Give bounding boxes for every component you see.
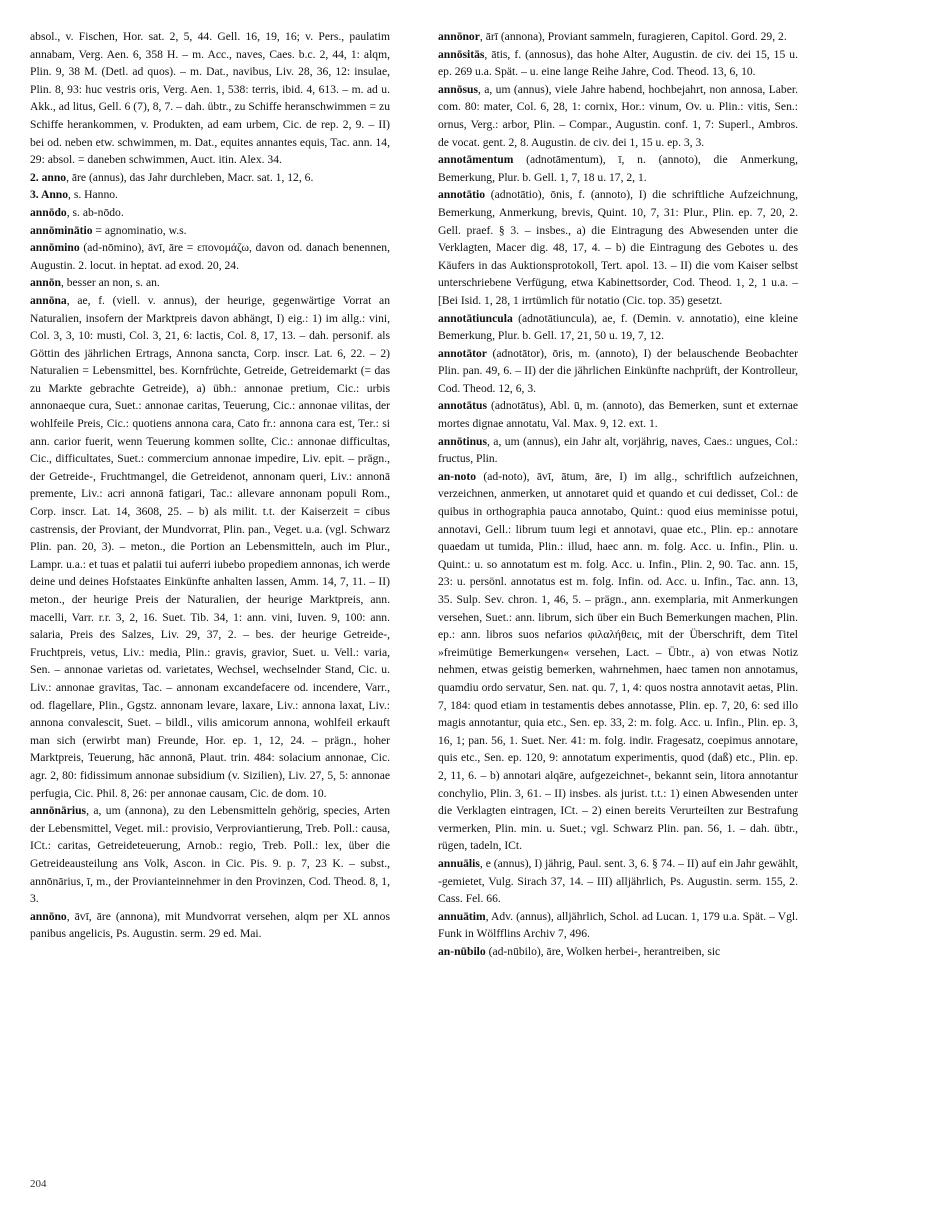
entry-text: (adnotātio), ōnis, f. (annoto), I) die schriftliche Aufzeichnung, Bemerkung, Anmerkung, brevis, Quint. 10, 7, 31: Plur., Plin. ep. 7, 20, 2. Gell. praef. § 3. – insbes., a) die Eintragung des Abwesenden unter die Verklagten, Macer dig. 48, 17, 4. – b) die Eintragung des Gebotes u. des Käufers in das Auktionsprotokoll, Tert. apol. 13. – II) die vom Kaiser selbst unterschriebene Verfügung, etwa Kabinettsorder, Cod. Theod. 1, 2, 1 u.a. – [Bei Isid. 1, 28, 1 irrtümlich für notatio (Cic. top. 35) gesetzt. xyxy=(438,188,798,307)
entry-headword: annōdo xyxy=(30,205,67,219)
entry-text: , āre (annus), das Jahr durchleben, Macr. sat. 1, 12, 6. xyxy=(66,170,314,184)
dictionary-entry xyxy=(30,186,390,204)
dictionary-entry xyxy=(30,222,390,240)
entry-text: (ad-nūbilo), āre, Wolken herbei-, herantreiben, sic xyxy=(485,944,721,958)
entry-headword: annōsus xyxy=(438,82,478,96)
entry-text: absol., v. Fischen, Hor. sat. 2, 5, 44. Gell. 16, 19, 16; v. Pers., paulatim annabam, Verg. Aen. 6, 358 H. – m. Acc., naves, Caes. b.c. 2, 44, 1: alqm, Plin. 9, 38 M. (Detl. ad quos). – m. Dat., navibus, Liv. 28, 36, 12: insulae, Plin. 8, 93: huc vestris oris, Verg. Aen. 1, 538: terris, ibid. 4, 613. – m. ad u. Akk., ad litus, Gell. 6 (7), 8, 7. – dah. übtr., zu Schiffe heranschwimmen = zu Schiffe herankommen, v. Produkten, ad eam urbem, Cic. de rep. 2, 9. – II) bei od. neben etw. schwimmen, m. Dat., equites annantes equis, Tac. ann. 14, 29: absol. = daneben schwimmen, Auct. itin. Alex. 34. xyxy=(30,30,390,167)
entry-headword: annotātus xyxy=(438,399,487,413)
dictionary-entry xyxy=(438,345,798,398)
dictionary-entry xyxy=(438,397,798,432)
entry-text: , ae, f. (viell. v. annus), der heurige, gegenwärtige Vorrat an Naturalien, insofern der Marktpreis davon abhängt, I) eig.: 1) im allg.: vini, Col. 3, 3, 10: musti, Col. 3, 21, 6: lactis, Col. 8, 17, 13. – dah. personif. als Göttin des jährlichen Ertrags, Annona sancta, Corp. inscr. Lat. 6, 22. – 2) Naturalien = Lebensmittel, bes. Kornfrüchte, Getreide, Getreidemarkt (= das zu Markte gebrachte Getreide), a) übh.: annonae pretium, Cic.: urbis annonaeque cura, Suet.: annonae caritas, Teuerung, Cic.: annonae vilitas, der wohlfeile Preis, Cic.: quotiens annona cara, Cato fr.: annona cara est, Ter.: si ann. carior fuerit, wenn Teuerung kommen sollte, Cic.: annonae difficultas, Cic., difficultates, Suet.: commercium annonae impedire, Liv. epit. – prägn., der Getreide-, Fruchtmangel, die Getreidenot, annonam queri, Liv.: annonā premente, Liv.: acri annonā fatigari, Tac.: allevare annonam populi Rom., Corp. inscr. Lat. 14, 3608, 25. – b) als milit. t.t. der Kaiserzeit = cibus castrensis, der Proviant, der Mundvorrat, Plin. pan., Veget. u.a. (vgl. Schwarz Plin. pan. 20, 3). – meton., die Portion an Lebensmitteln, auch im Plur., Lampr. u.a.: et tuas et palatii tui auferri iubebo propediem annonas, ich werde deine und deines Hofstaates Einkünfte anhalten lassen, Amm. 14, 7, 11. – II) meton., der heurige Preis der Naturalien, der heurige Marktpreis, ann. macelli, Varr. r.r. 3, 2, 16. Suet. Tib. 34, 1: ann. vini, Iuven. 9, 100: ann. salaria, Preis des Salzes, Liv. 29, 37, 2. – bes. der heurige Getreide-, Fruchtpreis, vetus, Liv.: media, Plin.: gravis, gravior, Suet. u. Vell.: varia, Sen. – annonae varietas od. varietates, Wechsel, wechselnder Stand, Cic. u. Liv.: annonae gravitas, Tac. – annonam excandefacere od. incendere, Varr., od. flagellare, Plin., Ggstz. annonam levare, laxare, Liv.: annona laxat, Liv.: annona convalescit, Suet. – bildl., vilis amicorum annona, wohlfeil erkauft man sich (erwirbt man) Freunde, Hor. ep. 1, 12, 24. – prägn., hoher Marktpreis, Teuerung, hāc annonā, Plaut. trin. 484: solacium annonae, Cic. agr. 2, 80: fidissimum annonae subsidium (v. Sizilien), Liv. 27, 5, 5: annonae perfugia, Cic. Phil. 8, 26: per annonae causam, Cic. de dom. 10. xyxy=(30,293,390,800)
dictionary-entry xyxy=(30,169,390,187)
dictionary-entry xyxy=(438,186,798,309)
entry-text: (ad-noto), āvī, ātum, āre, I) im allg., schriftlich aufzeichnen, verzeichnen, anmerken, ut annotaret quid et quando et cui dedisset, Col.: de quibus in orthographia pauca annotabo, Quint.: quod eius meminisse potui, annotavi, Gell.: librum tuum legi et annotavi, quae etc., Plin. ep.: annotare quaedam ut tumida, Plin.: illud, haec ann. m. folg. Acc. u. Infin., Plin. u. Quint.: u. so annotatum est m. folg. Acc. u. Infin., Plin. 2, 90. Tac. ann. 15, 23: u. persönl. annotatus est m. folg. Infin. od. Acc. u. Infin., Tac. ann. 13, 35. Sulp. Sev. chron. 1, 46, 5. – prägn., ann. exemplaria, mit Anmerkungen versehen, Suet.: ann. librum, sich über ein Buch Bemerkungen machen, Plin. ep.: ann. libros suos nefarios φιλαλήθεις, mit der Überschrift, dem Titel »freimütige Bemerkungen« versehen, Lact. – Übtr., a) von etwas Notiz nehmen, etwas geistig bemerken, wahrnehmen, haec tamen non annotamus, quamdiu ordo servatur, Sen. nat. qu. 7, 1, 4: quos nostra annotavit aetas, Plin. 7, 184: quod etiam in testamentis debes annotasse, Plin. ep. 7, 20, 6: sed illo magis annotantur, quia etc., Sen. ep. 33, 2: m. folg. Acc. u. Infin., Plin. ep. 3, 16, 1; pan. 56, 1. Suet. Ner. 41: m. folg. indir. Fragesatz, coepimus annotare, quis etc., Sen. ep. 120, 9: annotatum experimentis, quod (daß) etc., Plin. ep. 2, 11, 6. – b) annotari alqāre, aufgezeichnet-, bekannt sein, litora annotantur conchylio, Plin. 3, 61. – II) insbes. als jurist. t.t.: 1) einen Abwesenden unter die Verklagten eintragen, ICt. – 2) einen bereits Verurteilten zur Bestrafung vermerken, Plin. min. u. Suet.; vgl. Schwarz Plin. pan. 56, 1. – dah. übtr., rügen, tadeln, ICt. xyxy=(438,469,798,853)
dictionary-entry xyxy=(30,802,390,908)
dictionary-entry xyxy=(438,46,798,81)
entry-headword: annotāmentum xyxy=(438,153,514,167)
entry-text: = agnominatio, w.s. xyxy=(92,223,187,237)
dictionary-entry xyxy=(438,908,798,943)
entry-headword: annōsitās xyxy=(438,47,485,61)
left-column xyxy=(30,28,390,943)
entry-text: , ātis, f. (annosus), das hohe Alter, Augustin. de civ. dei 15, 15 u. ep. 269 u.a. Spät. – u. eine lange Reihe Jahre, Cod. Theod. 13, 6, 10. xyxy=(438,47,798,79)
dictionary-entry xyxy=(438,943,798,961)
entry-text: , ārī (annona), Proviant sammeln, furagieren, Capitol. Gord. 29, 2. xyxy=(479,30,787,43)
entry-text: , besser an non, s. an. xyxy=(60,276,160,290)
entry-text: (adnotāmentum), ī, n. (annoto), die Anmerkung, Bemerkung, Plur. b. Gell. 1, 7, 18 u. 17, 2, 1. xyxy=(438,153,798,184)
entry-headword: annōtinus xyxy=(438,434,487,448)
entry-headword: annōno xyxy=(30,909,67,923)
dictionary-entry xyxy=(30,28,390,169)
entry-text: , Adv. (annus), alljährlich, Schol. ad Lucan. 1, 179 u.a. Spät. – Vgl. Funk in Wölfflins Archiv 7, 496. xyxy=(438,909,798,941)
dictionary-entry xyxy=(30,239,390,274)
entry-headword: an-nūbilo xyxy=(438,944,486,958)
entry-text: , s. ab-nōdo. xyxy=(66,205,124,219)
dictionary-entry xyxy=(438,855,798,908)
entry-headword: annōna xyxy=(30,293,67,307)
dictionary-entry xyxy=(438,468,798,855)
dictionary-entry xyxy=(438,310,798,345)
page-number: 204 xyxy=(30,1178,47,1190)
entry-headword: annotātio xyxy=(438,188,486,202)
entry-headword: an-noto xyxy=(438,469,477,483)
entry-headword: annotātor xyxy=(438,346,487,360)
entry-text: , āvī, āre (annona), mit Mundvorrat versehen, alqm per XL annos panibus angelicis, Ps. Augustin. serm. 29 ed. Mai. xyxy=(30,909,390,941)
entry-headword: annōmino xyxy=(30,241,80,255)
dictionary-entry xyxy=(438,433,798,468)
right-column xyxy=(438,28,798,960)
entry-headword: annōminātio xyxy=(30,223,93,237)
dictionary-entry xyxy=(438,81,798,151)
dictionary-entry xyxy=(30,292,390,802)
entry-text: (adnotātiuncula), ae, f. (Demin. v. annotatio), eine kleine Bemerkung, Plur. b. Gell. 17, 21, 50 u. 19, 7, 12. xyxy=(438,311,798,343)
entry-headword: annōn xyxy=(30,276,61,290)
entry-headword: annuālis xyxy=(438,856,480,870)
entry-headword: annōnārius xyxy=(30,804,87,818)
entry-text: , a, um (annona), zu den Lebensmitteln gehörig, species, Arten der Lebensmittel, Veget. mil.: provisio, Verproviantierung, Treb. Poll.: causa, ICt.: caritas, Getreideteuerung, Arnob.: regio, Treb. Poll.: lex, über die Getreideausteilung ans Volk, Ascon. in Cic. Pis. 9. p. 7, 23 K. – subst., annōnārius, ī, m., der Provianteinnehmer in den Provinzen, Cod. Theod. 8, 1, 3. xyxy=(30,804,390,906)
dictionary-entry xyxy=(30,204,390,222)
dictionary-entry xyxy=(438,28,798,46)
entry-text: , e (annus), I) jährig, Paul. sent. 3, 6. § 74. – II) auf ein Jahr gewählt, -gemietet, Vulg. Sirach 37, 14. – III) alljährlich, Ps. Augustin. serm. 155, 2. Cass. Fel. 66. xyxy=(438,856,798,906)
entry-headword: annōnor xyxy=(438,30,480,43)
entry-text: , s. Hanno. xyxy=(68,188,118,202)
dictionary-entry xyxy=(438,151,798,186)
entry-text: (adnotātor), ōris, m. (annoto), I) der belauschende Beobachter Plin. pan. 49, 6. – II) der die jährlichen Einkünfte nachprüft, der Kontrolleur, Cod. Theod. 12, 6, 3. xyxy=(438,346,798,395)
entry-text: (ad-nōmino), āvī, āre = επονομάζω, davon od. danach benennen, Augustin. 2. locut. in heptat. ad exod. 20, 24. xyxy=(30,241,390,272)
entry-headword: 3. Anno xyxy=(30,188,69,202)
entry-headword: annotātiuncula xyxy=(438,311,513,325)
entry-text: , a, um (annus), viele Jahre habend, hochbejahrt, non annosa, Laber. com. 80: mater, Col. 6, 28, 1: cornix, Hor.: vinum, Ov. u. Plin.: vitis, Sen.: ornus, Verg.: arbor, Plin. – Compar., Augustin. conf. 1, 7: Superl., Ambros. de vocat. gent. 2, 8. Augustin. de civ. dei 1, 15 u. ep. 3, 3. xyxy=(438,82,798,149)
entry-text: , a, um (annus), ein Jahr alt, vorjährig, naves, Caes.: ungues, Col.: fructus, Plin. xyxy=(438,434,798,466)
entry-text: (adnotātus), Abl. ū, m. (annoto), das Bemerken, sunt et externae mortes dignae annotatu, Val. Max. 9, 12. ext. 1. xyxy=(438,399,798,431)
entry-headword: annuātim xyxy=(438,909,486,923)
dictionary-entry xyxy=(30,908,390,943)
entry-headword: 2. anno xyxy=(30,170,67,184)
dictionary-entry xyxy=(30,274,390,292)
